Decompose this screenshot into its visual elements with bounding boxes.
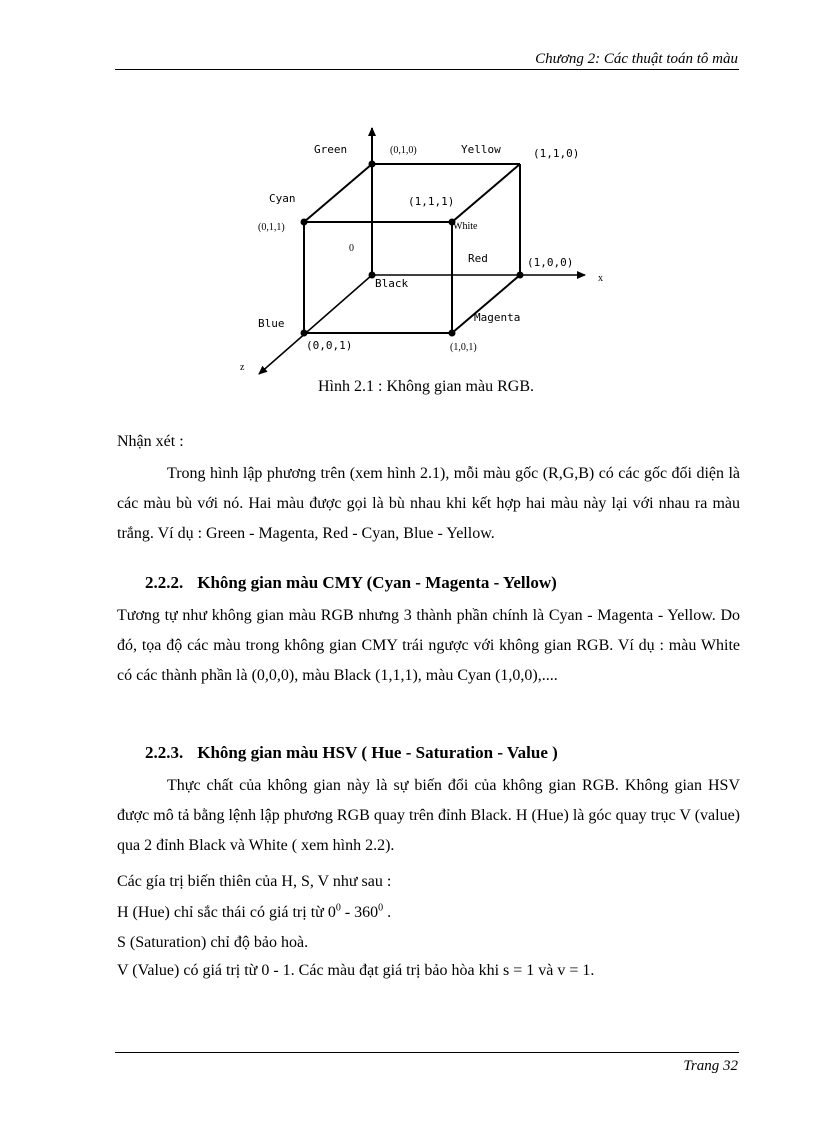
section-heading-hsv	[145, 743, 558, 763]
vertex-cyan	[301, 219, 308, 226]
label-white-coord: (1,1,1)	[408, 195, 455, 208]
hsv-hue-line	[117, 904, 391, 922]
label-red: Red	[468, 252, 488, 265]
section-title-cmy: Không gian màu CMY (Cyan - Magenta - Yellow)	[197, 573, 557, 592]
label-magenta-coord: (1,0,1)	[450, 342, 477, 353]
label-magenta: Magenta	[474, 311, 521, 324]
label-green-coord: (0,1,0)	[390, 145, 417, 156]
label-z-axis: z	[240, 362, 245, 373]
figure-caption: Hình 2.1 : Không gian màu RGB.	[318, 378, 534, 395]
footer-rule	[115, 1052, 739, 1053]
section-heading-cmy	[145, 573, 557, 593]
edge-green-cyan	[304, 164, 372, 222]
label-blue-coord: (0,0,1)	[306, 339, 353, 352]
hue-text-end: .	[383, 904, 392, 921]
vertex-blue	[301, 330, 308, 337]
hsv-values-line: Các gía trị biến thiên của H, S, V như sau :	[117, 873, 392, 890]
vertex-red	[517, 272, 524, 279]
label-blue: Blue	[258, 317, 285, 330]
label-origin: 0	[349, 243, 354, 254]
edge-yellow-white	[452, 164, 520, 222]
header-rule	[115, 69, 739, 70]
label-green: Green	[314, 143, 348, 156]
section-title-hsv: Không gian màu HSV ( Hue - Saturation - Value )	[197, 743, 558, 762]
page-number: Trang 32	[683, 1058, 738, 1074]
label-red-coord: (1,0,0)	[527, 256, 574, 269]
label-yellow-coord: (1,1,0)	[533, 147, 580, 160]
vertex-magenta	[449, 330, 456, 337]
section-number-cmy: 2.2.2.	[145, 573, 184, 592]
label-x-axis: x	[598, 273, 603, 284]
hue-text-mid: - 360	[340, 904, 379, 921]
label-yellow: Yellow	[461, 143, 501, 156]
section-number-hsv: 2.2.3.	[145, 743, 184, 762]
hsv-value-line: V (Value) có giá trị từ 0 - 1. Các màu đạt giá trị bảo hòa khi s = 1 và v = 1.	[117, 962, 595, 979]
vertex-green	[369, 161, 376, 168]
hsv-paragraph: Thực chất của không gian này là sự biến đổi của không gian RGB. Không gian HSV được mô tả bằng lệnh lập phương RGB quay trên đỉnh Black. H (Hue) là góc quay trục V (value) qua 2 đỉnh Black và White ( xem hình 2.2).	[117, 777, 740, 854]
label-black: Black	[375, 277, 409, 290]
hue-degree-2: 0	[378, 902, 384, 914]
remark-title: Nhận xét :	[117, 433, 184, 450]
remark-paragraph: Trong hình lập phương trên (xem hình 2.1), mỗi màu gốc (R,G,B) có các gốc đối diện là các màu bù với nó. Hai màu được gọi là bù nhau khi kết hợp hai màu này lại với nhau ra màu trắng. Ví dụ : Green - Magenta, Red - Cyan, Blue - Yellow.	[117, 465, 740, 542]
label-white: White	[453, 221, 478, 232]
chapter-header: Chương 2: Các thuật toán tô màu	[535, 51, 738, 67]
cmy-paragraph: Tương tự như không gian màu RGB nhưng 3 thành phần chính là Cyan - Magenta - Yellow. Do đó, tọa độ các màu trong không gian CMY trái ngược với không gian RGB. Ví dụ : màu White có các thành phần là (0,0,0), màu Black (1,1,1), màu Cyan (1,0,0),....	[117, 607, 740, 684]
hsv-saturation-line: S (Saturation) chỉ độ bảo hoà.	[117, 934, 309, 951]
hue-text-start: H (Hue) chỉ sắc thái có giá trị từ 0	[117, 904, 336, 921]
label-cyan: Cyan	[269, 192, 296, 205]
edge-red-magenta	[452, 275, 520, 333]
hue-degree-1: 0	[335, 902, 341, 914]
rgb-cube-figure	[230, 120, 610, 382]
label-cyan-coord: (0,1,1)	[258, 222, 285, 233]
